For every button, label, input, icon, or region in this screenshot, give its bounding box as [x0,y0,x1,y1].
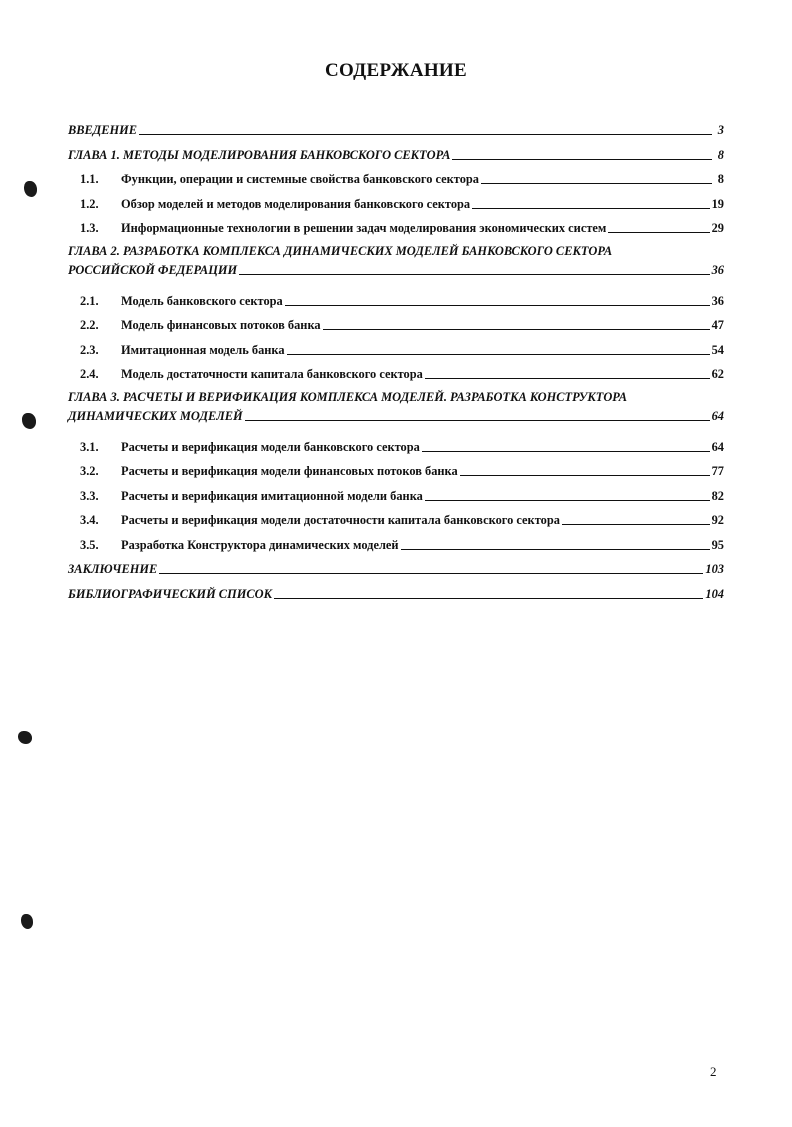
leader-line [425,500,710,501]
toc-label-line1: ГЛАВА 3. РАСЧЕТЫ И ВЕРИФИКАЦИЯ КОМПЛЕКСА МОДЕЛЕЙ. РАЗРАБОТКА КОНСТРУКТОРА [68,389,628,404]
toc-page: 64 [711,408,724,423]
toc-number: 2.1. [80,293,99,308]
leader-line [425,378,710,379]
leader-line [139,134,712,135]
leader-line [323,329,710,330]
toc-entry-1-3[interactable] [68,216,724,241]
toc-page: 47 [711,318,724,332]
toc-entry-conclusion[interactable] [68,557,724,582]
toc-entry-3-3[interactable] [68,484,724,509]
toc-number: 3.5. [80,537,99,552]
toc-number: 3.1. [80,439,99,454]
toc-label: Модель достаточности капитала банковского сектора [121,367,423,381]
scan-mark-4 [21,914,33,929]
toc-label-line1: ГЛАВА 2. РАЗРАБОТКА КОМПЛЕКСА ДИНАМИЧЕСКИХ МОДЕЛЕЙ БАНКОВСКОГО СЕКТОРА [68,243,613,258]
toc-number: 2.2. [80,318,99,332]
toc-number: 3.3. [80,488,99,503]
toc-page: 92 [711,513,724,527]
toc-entry-chapter-1[interactable] [68,143,724,168]
toc-label: Расчеты и верификация модели банковского сектора [121,439,420,454]
toc-entry-chapter-3[interactable] [68,387,724,435]
toc-page: 36 [711,293,724,308]
toc-entry-3-1[interactable] [68,435,724,460]
toc-label-line2: РОССИЙСКОЙ ФЕДЕРАЦИИ [68,262,238,277]
toc-label: Расчеты и верификация модели финансовых потоков банка [121,464,458,478]
toc-entry-3-5[interactable] [68,533,724,558]
toc-page: 19 [711,196,724,211]
toc-entry-1-1[interactable] [68,167,724,192]
leader-line [562,524,710,525]
toc-entry-3-2[interactable] [68,459,724,484]
toc-page: 62 [711,367,724,381]
toc-number: 1.3. [80,221,99,235]
toc-entry-2-3[interactable] [68,338,724,363]
toc-page: 3 [717,123,724,137]
toc-page: 29 [711,221,724,235]
toc-entry-2-2[interactable] [68,313,724,338]
toc-entry-intro[interactable] [68,118,724,143]
toc-label: Модель банковского сектора [121,293,283,308]
toc-label: ЗАКЛЮЧЕНИЕ [68,562,158,576]
toc-number: 1.2. [80,196,99,211]
toc-page: 8 [717,147,724,162]
leader-line [159,573,703,574]
page-title: СОДЕРЖАНИЕ [325,60,467,81]
leader-line [274,598,703,599]
toc-page: 36 [711,262,724,277]
leader-line [452,159,712,160]
leader-line [481,183,712,184]
leader-line [245,420,710,421]
toc-label: Расчеты и верификация модели достаточности капитала банковского сектора [121,513,560,527]
leader-line [422,451,710,452]
toc-label-line2: ДИНАМИЧЕСКИХ МОДЕЛЕЙ [68,408,243,423]
leader-line [460,475,710,476]
toc-entry-2-4[interactable] [68,362,724,387]
leader-line [239,274,709,275]
leader-line [285,305,710,306]
leader-line [472,208,710,209]
toc-label: БИБЛИОГРАФИЧЕСКИЙ СПИСОК [68,586,272,601]
toc-label: Обзор моделей и методов моделирования банковского сектора [121,196,471,211]
toc-page: 103 [705,562,724,576]
toc-page: 64 [711,439,724,454]
toc-page: 104 [705,586,724,601]
toc-label: ВВЕДЕНИЕ [68,123,138,137]
toc-label: Расчеты и верификация имитационной модели банка [121,488,423,503]
toc-number: 3.4. [80,513,99,527]
toc-page: 95 [711,537,724,552]
toc-page: 82 [711,488,724,503]
toc-entry-3-4[interactable] [68,508,724,533]
scan-mark-3 [18,731,32,744]
toc-page: 8 [717,172,724,186]
toc-page: 54 [711,342,724,357]
toc-label: Функции, операции и системные свойства банковского сектора [121,172,479,186]
toc-number: 2.3. [80,342,99,357]
toc-label: Информационные технологии в решении задач моделирования экономических систем [121,221,607,235]
leader-line [608,232,709,233]
scan-mark-2 [22,413,36,429]
toc-number: 3.2. [80,464,99,478]
toc-entry-chapter-2[interactable] [68,241,724,289]
toc-label: Имитационная модель банка [121,342,285,357]
page-number: 2 [710,1064,717,1079]
toc-label: ГЛАВА 1. МЕТОДЫ МОДЕЛИРОВАНИЯ БАНКОВСКОГО СЕКТОРА [68,147,451,162]
toc-label: Разработка Конструктора динамических моделей [121,537,399,552]
toc-entry-2-1[interactable] [68,289,724,314]
leader-line [287,354,710,355]
scan-mark-1 [24,181,37,197]
toc-entry-bibliography[interactable] [68,582,724,607]
toc-entry-1-2[interactable] [68,192,724,217]
leader-line [401,549,710,550]
toc-page: 77 [711,464,724,478]
toc-number: 1.1. [80,172,99,186]
toc-label: Модель финансовых потоков банка [121,318,321,332]
table-of-contents [68,118,724,606]
toc-number: 2.4. [80,367,99,381]
